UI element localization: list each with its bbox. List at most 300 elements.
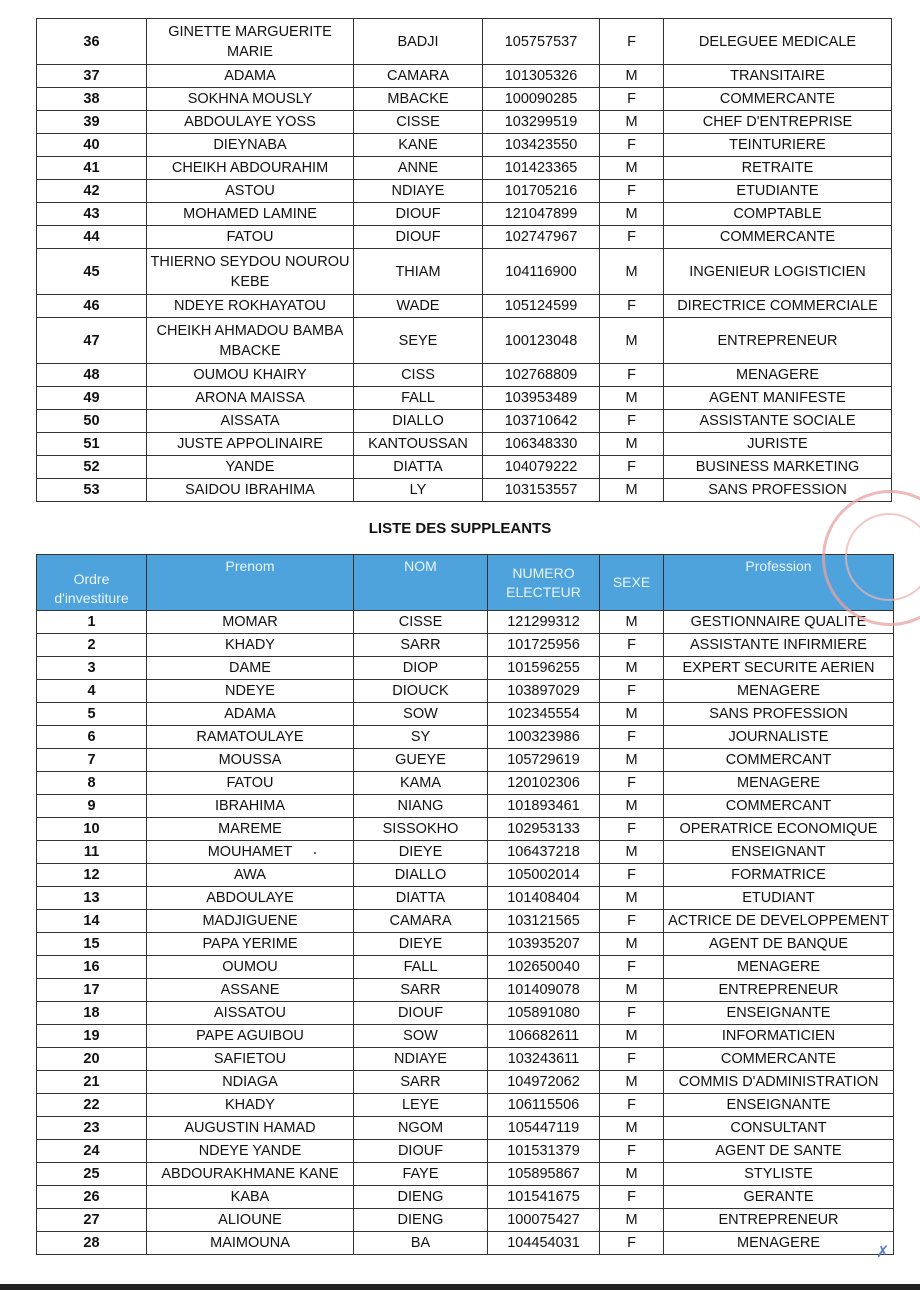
cell-ordre: 7 — [37, 749, 147, 772]
cell-nom: DIEYE — [354, 933, 488, 956]
cell-profession: ENTREPRENEUR — [664, 318, 892, 364]
suppleants-table-body — [37, 611, 894, 1255]
cell-nom: KANTOUSSAN — [354, 433, 483, 456]
cell-sexe: F — [600, 956, 664, 979]
cell-prenom: PAPA YERIME — [147, 933, 354, 956]
cell-ordre: 38 — [37, 88, 147, 111]
cell-nom: SEYE — [354, 318, 483, 364]
cell-nom: FALL — [354, 956, 488, 979]
signature-mark-icon: ✗ — [876, 1244, 890, 1261]
cell-sexe: M — [600, 318, 664, 364]
scan-speck — [314, 852, 316, 854]
cell-nom: DIOUF — [354, 226, 483, 249]
table-row — [37, 364, 892, 387]
cell-numero-electeur: 101541675 — [488, 1186, 600, 1209]
header-ordre: Ordre d'investiture — [37, 555, 147, 611]
cell-sexe: M — [600, 1209, 664, 1232]
table-row — [37, 772, 894, 795]
cell-nom: DIOUF — [354, 203, 483, 226]
table-row — [37, 19, 892, 65]
cell-nom: THIAM — [354, 249, 483, 295]
cell-profession: COMMERCANTE — [664, 226, 892, 249]
cell-numero-electeur: 100123048 — [483, 318, 600, 364]
table-row — [37, 1048, 894, 1071]
cell-prenom: CHEIKH ABDOURAHIM — [147, 157, 354, 180]
table-row — [37, 295, 892, 318]
cell-ordre: 24 — [37, 1140, 147, 1163]
table-row — [37, 795, 894, 818]
cell-sexe: M — [600, 479, 664, 502]
header-sexe: SEXE — [600, 555, 664, 611]
cell-sexe: M — [600, 1071, 664, 1094]
cell-sexe: M — [600, 157, 664, 180]
cell-nom: KAMA — [354, 772, 488, 795]
table-row — [37, 634, 894, 657]
table-row — [37, 657, 894, 680]
cell-sexe: M — [600, 433, 664, 456]
cell-sexe: M — [600, 795, 664, 818]
cell-numero-electeur: 104972062 — [488, 1071, 600, 1094]
cell-profession: CHEF D'ENTREPRISE — [664, 111, 892, 134]
cell-ordre: 27 — [37, 1209, 147, 1232]
header-numero-electeur: NUMERO ELECTEUR — [488, 555, 600, 611]
cell-numero-electeur: 105447119 — [488, 1117, 600, 1140]
cell-prenom: ADAMA — [147, 703, 354, 726]
cell-prenom: DAME — [147, 657, 354, 680]
cell-profession: FORMATRICE — [664, 864, 894, 887]
cell-nom: LEYE — [354, 1094, 488, 1117]
cell-prenom: AISSATA — [147, 410, 354, 433]
cell-ordre: 1 — [37, 611, 147, 634]
cell-sexe: M — [600, 841, 664, 864]
cell-numero-electeur: 104116900 — [483, 249, 600, 295]
cell-numero-electeur: 101705216 — [483, 180, 600, 203]
cell-sexe: F — [600, 1186, 664, 1209]
cell-profession: TRANSITAIRE — [664, 65, 892, 88]
table-row — [37, 433, 892, 456]
cell-profession: SANS PROFESSION — [664, 479, 892, 502]
cell-nom: DIOP — [354, 657, 488, 680]
cell-prenom: FATOU — [147, 226, 354, 249]
cell-ordre: 45 — [37, 249, 147, 295]
cell-nom: CISSE — [354, 611, 488, 634]
cell-ordre: 10 — [37, 818, 147, 841]
cell-profession: ETUDIANT — [664, 887, 894, 910]
cell-nom: LY — [354, 479, 483, 502]
cell-numero-electeur: 101531379 — [488, 1140, 600, 1163]
cell-nom: SARR — [354, 634, 488, 657]
cell-profession: ASSISTANTE SOCIALE — [664, 410, 892, 433]
cell-nom: DIALLO — [354, 864, 488, 887]
cell-sexe: M — [600, 387, 664, 410]
cell-numero-electeur: 105895867 — [488, 1163, 600, 1186]
cell-ordre: 5 — [37, 703, 147, 726]
cell-ordre: 48 — [37, 364, 147, 387]
cell-numero-electeur: 106682611 — [488, 1025, 600, 1048]
cell-prenom: NDEYE ROKHAYATOU — [147, 295, 354, 318]
cell-sexe: M — [600, 749, 664, 772]
cell-profession: INGENIEUR LOGISTICIEN — [664, 249, 892, 295]
cell-prenom: RAMATOULAYE — [147, 726, 354, 749]
cell-profession: ENSEIGNANTE — [664, 1094, 894, 1117]
cell-prenom: ARONA MAISSA — [147, 387, 354, 410]
cell-nom: DIENG — [354, 1209, 488, 1232]
cell-prenom: ADAMA — [147, 65, 354, 88]
cell-sexe: F — [600, 1232, 664, 1255]
cell-profession: BUSINESS MARKETING — [664, 456, 892, 479]
table-row — [37, 88, 892, 111]
cell-profession: DELEGUEE MEDICALE — [664, 19, 892, 65]
cell-nom: CISSE — [354, 111, 483, 134]
header-profession: Profession — [664, 555, 894, 611]
cell-numero-electeur: 104079222 — [483, 456, 600, 479]
cell-sexe: M — [600, 657, 664, 680]
cell-ordre: 12 — [37, 864, 147, 887]
cell-profession: COMMERCANTE — [664, 1048, 894, 1071]
cell-ordre: 40 — [37, 134, 147, 157]
cell-numero-electeur: 106437218 — [488, 841, 600, 864]
cell-ordre: 2 — [37, 634, 147, 657]
cell-prenom: MOUHAMET — [147, 841, 354, 864]
header-prenom: Prenom — [147, 555, 354, 611]
cell-sexe: F — [600, 910, 664, 933]
cell-profession: ENSEIGNANTE — [664, 1002, 894, 1025]
cell-prenom: SAIDOU IBRAHIMA — [147, 479, 354, 502]
cell-prenom: JUSTE APPOLINAIRE — [147, 433, 354, 456]
table-row — [37, 203, 892, 226]
cell-sexe: F — [600, 364, 664, 387]
cell-profession: ENTREPRENEUR — [664, 1209, 894, 1232]
cell-sexe: M — [600, 65, 664, 88]
table-row — [37, 1140, 894, 1163]
cell-numero-electeur: 101725956 — [488, 634, 600, 657]
cell-ordre: 22 — [37, 1094, 147, 1117]
cell-numero-electeur: 121299312 — [488, 611, 600, 634]
cell-prenom: OUMOU — [147, 956, 354, 979]
cell-ordre: 42 — [37, 180, 147, 203]
suppleants-table — [36, 554, 894, 1255]
cell-nom: MBACKE — [354, 88, 483, 111]
cell-prenom: ABDOULAYE — [147, 887, 354, 910]
cell-prenom: AUGUSTIN HAMAD — [147, 1117, 354, 1140]
cell-ordre: 6 — [37, 726, 147, 749]
cell-sexe: F — [600, 818, 664, 841]
cell-profession: COMMIS D'ADMINISTRATION — [664, 1071, 894, 1094]
table-row — [37, 387, 892, 410]
cell-numero-electeur: 102345554 — [488, 703, 600, 726]
cell-numero-electeur: 103710642 — [483, 410, 600, 433]
cell-ordre: 3 — [37, 657, 147, 680]
cell-profession: AGENT DE BANQUE — [664, 933, 894, 956]
cell-sexe: F — [600, 726, 664, 749]
cell-prenom: AWA — [147, 864, 354, 887]
table-row — [37, 1186, 894, 1209]
titulaires-table — [36, 18, 892, 502]
cell-nom: BA — [354, 1232, 488, 1255]
cell-profession: STYLISTE — [664, 1163, 894, 1186]
cell-prenom: NDEYE — [147, 680, 354, 703]
cell-profession: OPERATRICE ECONOMIQUE — [664, 818, 894, 841]
cell-profession: MENAGERE — [664, 772, 894, 795]
cell-numero-electeur: 103153557 — [483, 479, 600, 502]
cell-nom: BADJI — [354, 19, 483, 65]
cell-ordre: 49 — [37, 387, 147, 410]
cell-ordre: 17 — [37, 979, 147, 1002]
cell-numero-electeur: 103423550 — [483, 134, 600, 157]
cell-sexe: F — [600, 19, 664, 65]
cell-prenom: MOUSSA — [147, 749, 354, 772]
table-row — [37, 956, 894, 979]
cell-nom: CISS — [354, 364, 483, 387]
cell-prenom: NDIAGA — [147, 1071, 354, 1094]
cell-profession: COMMERCANTE — [664, 88, 892, 111]
cell-nom: DIENG — [354, 1186, 488, 1209]
cell-profession: MENAGERE — [664, 680, 894, 703]
cell-prenom: SAFIETOU — [147, 1048, 354, 1071]
cell-profession: COMMERCANT — [664, 795, 894, 818]
cell-prenom: YANDE — [147, 456, 354, 479]
cell-prenom: CHEIKH AHMADOU BAMBA MBACKE — [147, 318, 354, 364]
cell-prenom: MAIMOUNA — [147, 1232, 354, 1255]
cell-profession: TEINTURIERE — [664, 134, 892, 157]
cell-nom: DIOUF — [354, 1002, 488, 1025]
cell-profession: AGENT MANIFESTE — [664, 387, 892, 410]
table-row — [37, 680, 894, 703]
cell-ordre: 51 — [37, 433, 147, 456]
cell-sexe: F — [600, 410, 664, 433]
cell-nom: SOW — [354, 1025, 488, 1048]
cell-ordre: 53 — [37, 479, 147, 502]
cell-profession: ASSISTANTE INFIRMIERE — [664, 634, 894, 657]
table-row — [37, 703, 894, 726]
cell-numero-electeur: 102953133 — [488, 818, 600, 841]
table-row — [37, 1094, 894, 1117]
cell-prenom: ABDOURAKHMANE KANE — [147, 1163, 354, 1186]
cell-numero-electeur: 100323986 — [488, 726, 600, 749]
cell-sexe: F — [600, 456, 664, 479]
cell-nom: NIANG — [354, 795, 488, 818]
cell-sexe: F — [600, 226, 664, 249]
cell-nom: SY — [354, 726, 488, 749]
cell-prenom: FATOU — [147, 772, 354, 795]
cell-ordre: 19 — [37, 1025, 147, 1048]
table-row — [37, 611, 894, 634]
table-row — [37, 157, 892, 180]
cell-sexe: M — [600, 933, 664, 956]
cell-profession: COMMERCANT — [664, 749, 894, 772]
cell-numero-electeur: 105891080 — [488, 1002, 600, 1025]
cell-nom: DIALLO — [354, 410, 483, 433]
cell-ordre: 16 — [37, 956, 147, 979]
cell-numero-electeur: 102747967 — [483, 226, 600, 249]
cell-prenom: PAPE AGUIBOU — [147, 1025, 354, 1048]
cell-nom: KANE — [354, 134, 483, 157]
cell-numero-electeur: 101423365 — [483, 157, 600, 180]
cell-profession: CONSULTANT — [664, 1117, 894, 1140]
table-row — [37, 1117, 894, 1140]
cell-sexe: F — [600, 1048, 664, 1071]
suppleants-table-header — [37, 555, 894, 611]
cell-ordre: 46 — [37, 295, 147, 318]
cell-nom: GUEYE — [354, 749, 488, 772]
table-row — [37, 111, 892, 134]
table-row — [37, 479, 892, 502]
cell-profession: ETUDIANTE — [664, 180, 892, 203]
cell-ordre: 44 — [37, 226, 147, 249]
cell-prenom: MOMAR — [147, 611, 354, 634]
cell-profession: MENAGERE — [664, 1232, 894, 1255]
cell-nom: NDIAYE — [354, 1048, 488, 1071]
cell-prenom: ASSANE — [147, 979, 354, 1002]
table-row — [37, 1163, 894, 1186]
cell-numero-electeur: 101408404 — [488, 887, 600, 910]
cell-nom: ANNE — [354, 157, 483, 180]
cell-nom: NDIAYE — [354, 180, 483, 203]
cell-profession: AGENT DE SANTE — [664, 1140, 894, 1163]
cell-numero-electeur: 121047899 — [483, 203, 600, 226]
table-row — [37, 979, 894, 1002]
cell-ordre: 26 — [37, 1186, 147, 1209]
cell-nom: CAMARA — [354, 65, 483, 88]
suppleants-title: LISTE DES SUPPLEANTS — [368, 520, 552, 537]
cell-prenom: ABDOULAYE YOSS — [147, 111, 354, 134]
cell-prenom: KABA — [147, 1186, 354, 1209]
table-row — [37, 249, 892, 295]
cell-nom: SISSOKHO — [354, 818, 488, 841]
cell-profession: DIRECTRICE COMMERCIALE — [664, 295, 892, 318]
table-row — [37, 910, 894, 933]
cell-nom: DIOUCK — [354, 680, 488, 703]
table-row — [37, 726, 894, 749]
cell-ordre: 37 — [37, 65, 147, 88]
table-row — [37, 1071, 894, 1094]
cell-sexe: F — [600, 1002, 664, 1025]
cell-profession: COMPTABLE — [664, 203, 892, 226]
cell-numero-electeur: 103897029 — [488, 680, 600, 703]
cell-prenom: THIERNO SEYDOU NOUROU KEBE — [147, 249, 354, 295]
cell-sexe: F — [600, 680, 664, 703]
cell-sexe: F — [600, 134, 664, 157]
cell-profession: MENAGERE — [664, 364, 892, 387]
cell-numero-electeur: 105729619 — [488, 749, 600, 772]
table-row — [37, 749, 894, 772]
cell-profession: MENAGERE — [664, 956, 894, 979]
cell-ordre: 47 — [37, 318, 147, 364]
cell-sexe: M — [600, 611, 664, 634]
cell-ordre: 15 — [37, 933, 147, 956]
cell-nom: FALL — [354, 387, 483, 410]
table-row — [37, 1025, 894, 1048]
cell-nom: SARR — [354, 1071, 488, 1094]
cell-ordre: 18 — [37, 1002, 147, 1025]
cell-prenom: ALIOUNE — [147, 1209, 354, 1232]
cell-numero-electeur: 103121565 — [488, 910, 600, 933]
cell-profession: ENTREPRENEUR — [664, 979, 894, 1002]
cell-nom: DIATTA — [354, 887, 488, 910]
cell-prenom: GINETTE MARGUERITE MARIE — [147, 19, 354, 65]
page-bottom-border — [0, 1284, 920, 1290]
cell-profession: GESTIONNAIRE QUALITE — [664, 611, 894, 634]
cell-sexe: F — [600, 295, 664, 318]
cell-sexe: M — [600, 979, 664, 1002]
cell-sexe: M — [600, 1163, 664, 1186]
table-row — [37, 841, 894, 864]
cell-sexe: F — [600, 1094, 664, 1117]
cell-ordre: 4 — [37, 680, 147, 703]
cell-prenom: OUMOU KHAIRY — [147, 364, 354, 387]
cell-numero-electeur: 105002014 — [488, 864, 600, 887]
table-row — [37, 410, 892, 433]
cell-profession: RETRAITE — [664, 157, 892, 180]
table-row — [37, 1209, 894, 1232]
cell-ordre: 25 — [37, 1163, 147, 1186]
cell-sexe: M — [600, 249, 664, 295]
table-row — [37, 933, 894, 956]
cell-numero-electeur: 106115506 — [488, 1094, 600, 1117]
cell-ordre: 36 — [37, 19, 147, 65]
cell-prenom: KHADY — [147, 1094, 354, 1117]
cell-sexe: F — [600, 864, 664, 887]
cell-numero-electeur: 103953489 — [483, 387, 600, 410]
cell-ordre: 43 — [37, 203, 147, 226]
cell-nom: WADE — [354, 295, 483, 318]
cell-profession: JURISTE — [664, 433, 892, 456]
cell-sexe: M — [600, 703, 664, 726]
cell-profession: GERANTE — [664, 1186, 894, 1209]
table-row — [37, 226, 892, 249]
cell-profession: EXPERT SECURITE AERIEN — [664, 657, 894, 680]
cell-nom: DIATTA — [354, 456, 483, 479]
header-nom: NOM — [354, 555, 488, 611]
cell-prenom: AISSATOU — [147, 1002, 354, 1025]
cell-prenom: MADJIGUENE — [147, 910, 354, 933]
cell-sexe: F — [600, 88, 664, 111]
cell-numero-electeur: 102650040 — [488, 956, 600, 979]
cell-sexe: F — [600, 1140, 664, 1163]
cell-ordre: 50 — [37, 410, 147, 433]
table-row — [37, 887, 894, 910]
cell-nom: NGOM — [354, 1117, 488, 1140]
table-row — [37, 1002, 894, 1025]
cell-numero-electeur: 101893461 — [488, 795, 600, 818]
cell-sexe: F — [600, 772, 664, 795]
table-row — [37, 456, 892, 479]
cell-profession: ENSEIGNANT — [664, 841, 894, 864]
cell-ordre: 23 — [37, 1117, 147, 1140]
cell-numero-electeur: 103935207 — [488, 933, 600, 956]
cell-ordre: 11 — [37, 841, 147, 864]
cell-numero-electeur: 101596255 — [488, 657, 600, 680]
cell-numero-electeur: 101305326 — [483, 65, 600, 88]
cell-sexe: M — [600, 887, 664, 910]
cell-sexe: F — [600, 180, 664, 203]
cell-ordre: 13 — [37, 887, 147, 910]
cell-sexe: M — [600, 111, 664, 134]
table-row — [37, 180, 892, 203]
cell-prenom: MOHAMED LAMINE — [147, 203, 354, 226]
cell-nom: SOW — [354, 703, 488, 726]
cell-ordre: 20 — [37, 1048, 147, 1071]
cell-prenom: KHADY — [147, 634, 354, 657]
cell-prenom: MAREME — [147, 818, 354, 841]
cell-numero-electeur: 103243611 — [488, 1048, 600, 1071]
cell-numero-electeur: 101409078 — [488, 979, 600, 1002]
cell-prenom: DIEYNABA — [147, 134, 354, 157]
cell-ordre: 8 — [37, 772, 147, 795]
cell-prenom: NDEYE YANDE — [147, 1140, 354, 1163]
cell-sexe: M — [600, 203, 664, 226]
cell-sexe: M — [600, 1117, 664, 1140]
